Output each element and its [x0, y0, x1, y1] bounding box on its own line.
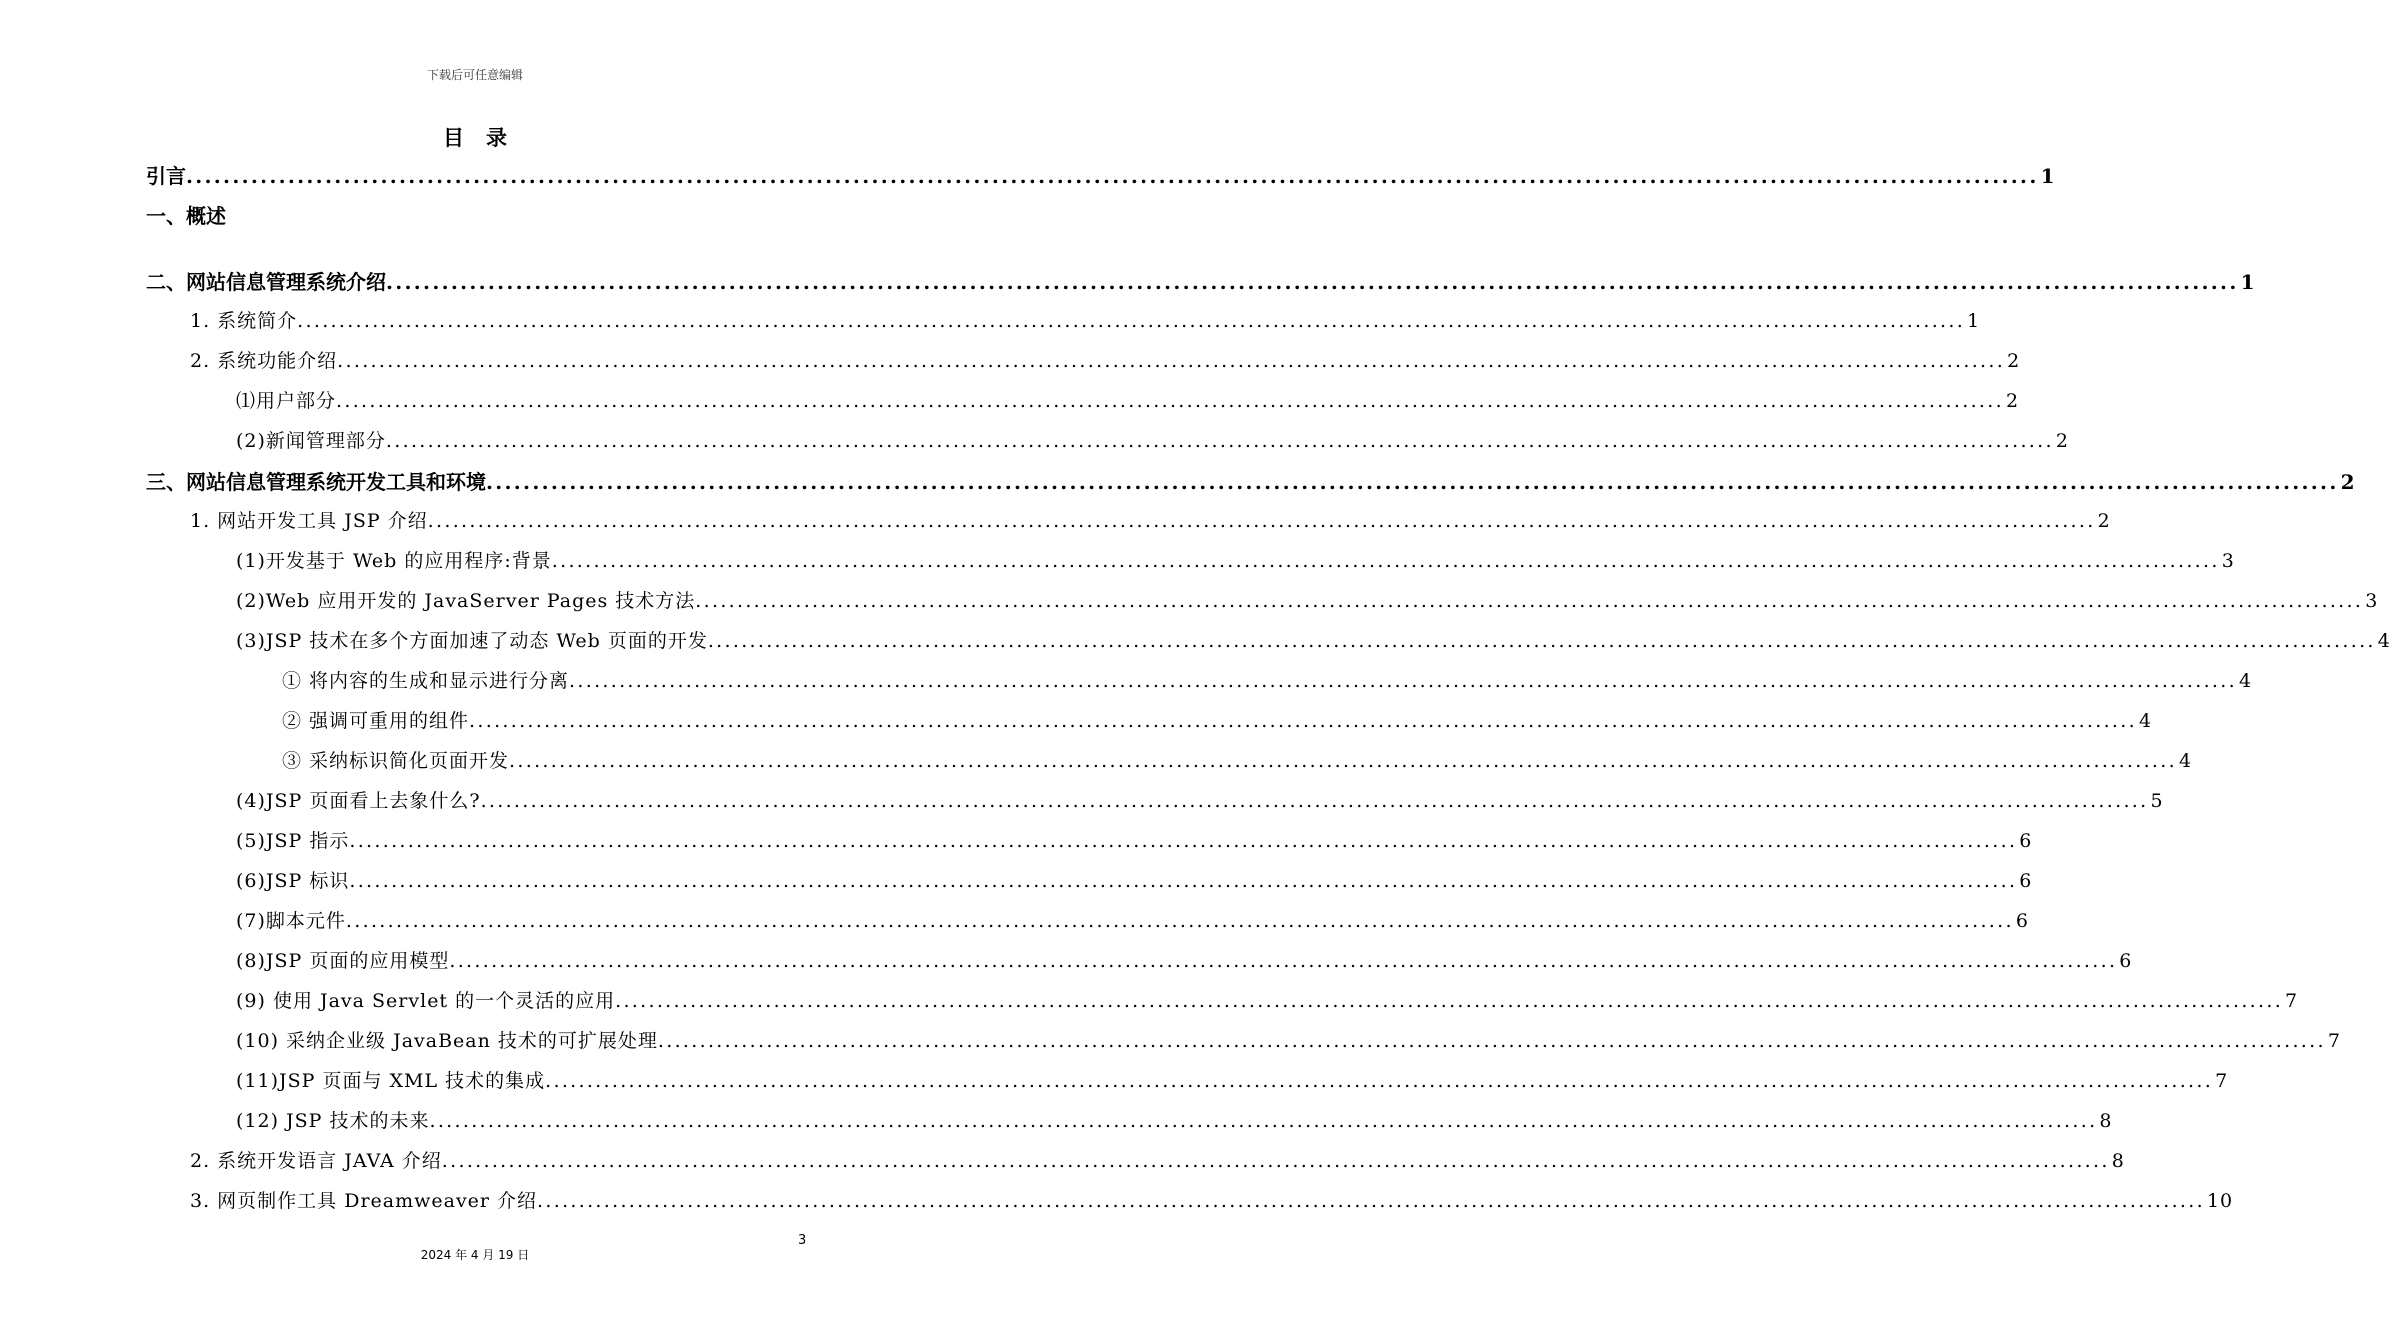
toc-leader-dots: ........................................................................................................................................................................................................ — [480, 790, 2149, 812]
toc-entry-label: (9) 使用 Java Servlet 的一个灵活的应用 — [236, 990, 616, 1012]
toc-entry-label: (10) 采纳企业级 JavaBean 技术的可扩展处理 — [236, 1030, 658, 1052]
toc-entry-label: (4)JSP 页面看上去象什么? — [236, 790, 481, 812]
toc-entry-label: (8)JSP 页面的应用模型 — [236, 950, 450, 972]
toc-leader-dots: ........................................................................................................................................................................................................ — [349, 830, 2018, 852]
toc-entry-page: 5 — [2150, 790, 2164, 812]
toc-entry[interactable] — [190, 1186, 2234, 1218]
toc-leader-dots: ........................................................................................................................................................................................................ — [386, 270, 2239, 294]
toc-entry-label: (6)JSP 标识 — [236, 870, 350, 892]
toc-entry-label: 引言 — [146, 164, 186, 188]
toc-entry-page: 4 — [2377, 630, 2391, 652]
toc-entry-page: 6 — [2019, 830, 2033, 852]
toc-entry-page: 4 — [2178, 750, 2193, 772]
toc-entry[interactable] — [236, 586, 2379, 618]
toc-entry[interactable] — [146, 466, 2355, 498]
toc-entry-page: 4 — [2238, 670, 2253, 692]
toc-entry-page: 2 — [2055, 430, 2069, 452]
toc-leader-dots: ........................................................................................................................................................................................................ — [486, 470, 2339, 494]
toc-entry-page: 2 — [2097, 510, 2111, 532]
toc-entry[interactable] — [146, 266, 2255, 298]
toc-entry[interactable] — [236, 1066, 2229, 1098]
toc-entry-page: 4 — [2138, 710, 2153, 732]
toc-entry-page: 2 — [2007, 350, 2021, 372]
toc-entry-label: (2)新闻管理部分 — [236, 430, 386, 452]
toc-entry[interactable] — [236, 946, 2133, 978]
toc-entry-label: ① 将内容的生成和显示进行分离 — [282, 670, 570, 692]
toc-entry[interactable] — [282, 706, 2153, 738]
toc-entry-page: 1 — [2240, 270, 2255, 294]
toc-leader-dots: ........................................................................................................................................................................................................ — [569, 670, 2237, 692]
toc-entry[interactable] — [190, 306, 1981, 338]
toc-entry[interactable] — [236, 1106, 2113, 1138]
toc-entry[interactable] — [282, 666, 2253, 698]
toc-entry-page: 1 — [2040, 164, 2055, 188]
toc-leader-dots: ........................................................................................................................................................................................................ — [186, 164, 2039, 188]
toc-entry-label: (2)Web 应用开发的 JavaServer Pages 技术方法 — [236, 590, 696, 612]
toc-leader-dots: ........................................................................................................................................................................................................ — [657, 1030, 2326, 1052]
toc-leader-dots: ........................................................................................................................................................................................................ — [297, 310, 1966, 332]
toc-entry[interactable] — [146, 200, 806, 232]
toc-leader-dots: ........................................................................................................................................................................................................ — [449, 950, 2118, 972]
toc-entry-label: 一、概述 — [146, 204, 226, 228]
toc-entry-page: 3 — [2221, 550, 2235, 572]
toc-entry-page: 7 — [2327, 1030, 2341, 1052]
toc-leader-dots: ........................................................................................................................................................................................................ — [441, 1150, 2110, 1172]
toc-entry[interactable] — [236, 986, 2299, 1018]
toc-entry-page: 1 — [1967, 310, 1981, 332]
toc-entry-page: 6 — [2015, 910, 2029, 932]
toc-entry[interactable] — [146, 160, 2055, 192]
toc-entry-label: (5)JSP 指示 — [236, 830, 350, 852]
toc-entry[interactable] — [236, 386, 2020, 418]
toc-entry-label: (12) JSP 技术的未来 — [236, 1110, 430, 1132]
toc-leader-dots: ........................................................................................................................................................................................................ — [469, 710, 2137, 732]
toc-entry[interactable] — [190, 1146, 2125, 1178]
toc-leader-dots: ........................................................................................................................................................................................................ — [707, 630, 2376, 652]
toc-leader-dots: ........................................................................................................................................................................................................ — [537, 1190, 2205, 1212]
toc-leader-dots: ........................................................................................................................................................................................................ — [336, 390, 2004, 412]
toc-entry[interactable] — [190, 346, 2021, 378]
toc-entry-label: 1. 系统简介 — [190, 310, 298, 332]
toc-entry-label: ③ 采纳标识简化页面开发 — [282, 750, 510, 772]
toc-entry-label: 3. 网页制作工具 Dreamweaver 介绍 — [190, 1190, 538, 1212]
toc-entry-label: 2. 系统开发语言 JAVA 介绍 — [190, 1150, 442, 1172]
toc-title: 目录 — [443, 125, 529, 150]
toc-entry[interactable] — [236, 626, 2391, 658]
toc-entry[interactable] — [236, 866, 2033, 898]
toc-entry-page: 8 — [2099, 1110, 2113, 1132]
page-header: 下载后可任意编辑 — [426, 68, 523, 82]
toc-entry-page: 7 — [2285, 990, 2299, 1012]
toc-entry[interactable] — [282, 746, 2193, 778]
toc-entry[interactable] — [236, 906, 2029, 938]
toc-entry-page: 2 — [2005, 390, 2020, 412]
toc-entry-label: (7)脚本元件 — [236, 910, 346, 932]
toc-entry-label: 1. 网站开发工具 JSP 介绍 — [190, 510, 428, 532]
toc-entry-label: ② 强调可重用的组件 — [282, 710, 470, 732]
toc-entry[interactable] — [236, 426, 2069, 458]
toc-leader-dots: ........................................................................................................................................................................................................ — [345, 910, 2014, 932]
toc-entry-label: (11)JSP 页面与 XML 技术的集成 — [236, 1070, 546, 1092]
toc-entry-label: (3)JSP 技术在多个方面加速了动态 Web 页面的开发 — [236, 630, 708, 652]
toc-entry[interactable] — [236, 546, 2235, 578]
toc-leader-dots: ........................................................................................................................................................................................................ — [695, 590, 2364, 612]
toc-leader-dots: ........................................................................................................................................................................................................ — [385, 430, 2054, 452]
toc-entry-page: 10 — [2206, 1190, 2234, 1212]
toc-entry-label: ⑴用户部分 — [236, 390, 337, 412]
toc-leader-dots: ........................................................................................................................................................................................................ — [551, 550, 2220, 572]
toc-entry[interactable] — [236, 786, 2164, 818]
toc-entry-label: 二、网站信息管理系统介绍 — [146, 270, 386, 294]
toc-entry-label: 2. 系统功能介绍 — [190, 350, 338, 372]
page-number: 3 — [798, 1233, 807, 1248]
toc-leader-dots: ........................................................................................................................................................................................................ — [349, 870, 2018, 892]
toc-entry-page: 6 — [2119, 950, 2133, 972]
toc-leader-dots: ........................................................................................................................................................................................................ — [427, 510, 2096, 532]
toc-entry[interactable] — [190, 506, 2111, 538]
toc-entry-page: 3 — [2365, 590, 2379, 612]
toc-leader-dots: ........................................................................................................................................................................................................ — [509, 750, 2177, 772]
toc-leader-dots: ........................................................................................................................................................................................................ — [615, 990, 2284, 1012]
toc-leader-dots: ........................................................................................................................................................................................................ — [429, 1110, 2098, 1132]
toc-entry-label: 三、网站信息管理系统开发工具和环境 — [146, 470, 486, 494]
footer-date: 2024 年 4 月 19 日 — [420, 1248, 530, 1262]
toc-leader-dots: ........................................................................................................................................................................................................ — [337, 350, 2006, 372]
toc-entry-page: 7 — [2215, 1070, 2229, 1092]
toc-leader-dots: ........................................................................................................................................................................................................ — [545, 1070, 2214, 1092]
toc-entry-page: 8 — [2111, 1150, 2125, 1172]
toc-entry[interactable] — [236, 826, 2033, 858]
toc-entry-page: 2 — [2340, 470, 2355, 494]
toc-entry-label: (1)开发基于 Web 的应用程序:背景 — [236, 550, 552, 572]
toc-entry-page: 6 — [2019, 870, 2033, 892]
toc-entry[interactable] — [236, 1026, 2341, 1058]
